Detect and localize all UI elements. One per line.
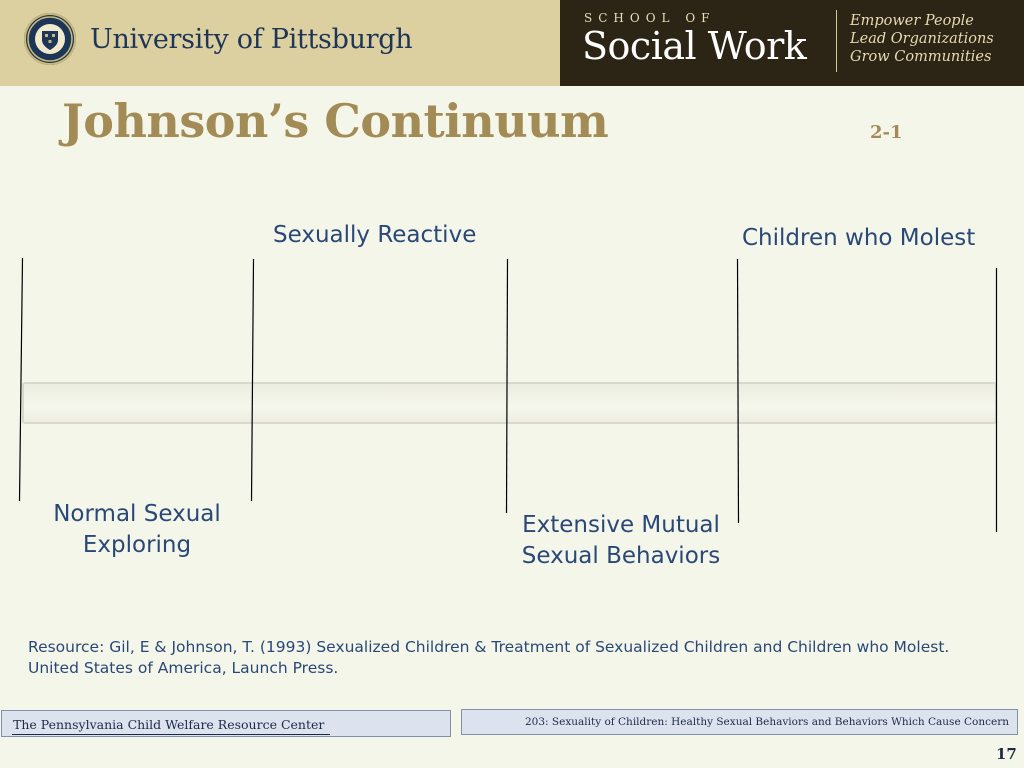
footer-org-box xyxy=(1,710,451,737)
label-children-who-molest: Children who Molest xyxy=(742,225,976,251)
divider-line-4 xyxy=(738,259,739,523)
label-extensive-line-2: Sexual Behaviors xyxy=(521,543,721,569)
slide-title: Johnson’s Continuum xyxy=(62,94,609,148)
label-sexually-reactive: Sexually Reactive xyxy=(273,222,477,248)
school-of-label: SCHOOL OF xyxy=(584,11,716,25)
resource-citation: Resource: Gil, E & Johnson, T. (1993) Sexualized Children & Treatment of Sexualized Children and Children who Molest. United States of America, Launch Press. xyxy=(28,638,950,677)
tagline-line-2: Lead Organizations xyxy=(850,31,994,47)
page-number: 17 xyxy=(996,745,1017,763)
university-name: University of Pittsburgh xyxy=(90,24,413,55)
divider-line-2 xyxy=(252,259,254,501)
footer-course-box xyxy=(461,709,1018,735)
tagline-line-1: Empower People xyxy=(850,13,974,29)
footer-org-name: The Pennsylvania Child Welfare Resource Center xyxy=(13,717,325,732)
school-name: Social Work xyxy=(582,24,807,68)
divider-line-1 xyxy=(20,258,23,501)
footer-course-title: 203: Sexuality of Children: Healthy Sexual Behaviors and Behaviors Which Cause Concern xyxy=(525,716,1009,728)
slide-code: 2-1 xyxy=(870,122,903,143)
label-extensive-mutual xyxy=(511,510,731,572)
label-extensive-line-1: Extensive Mutual xyxy=(522,512,720,538)
label-normal-sexual-exploring xyxy=(37,499,237,561)
footer-org-underline xyxy=(12,734,330,735)
label-normal-line-1: Normal Sexual xyxy=(53,501,221,527)
tagline-line-3: Grow Communities xyxy=(850,49,992,65)
label-normal-line-2: Exploring xyxy=(82,532,192,558)
divider-line-3 xyxy=(507,259,508,513)
